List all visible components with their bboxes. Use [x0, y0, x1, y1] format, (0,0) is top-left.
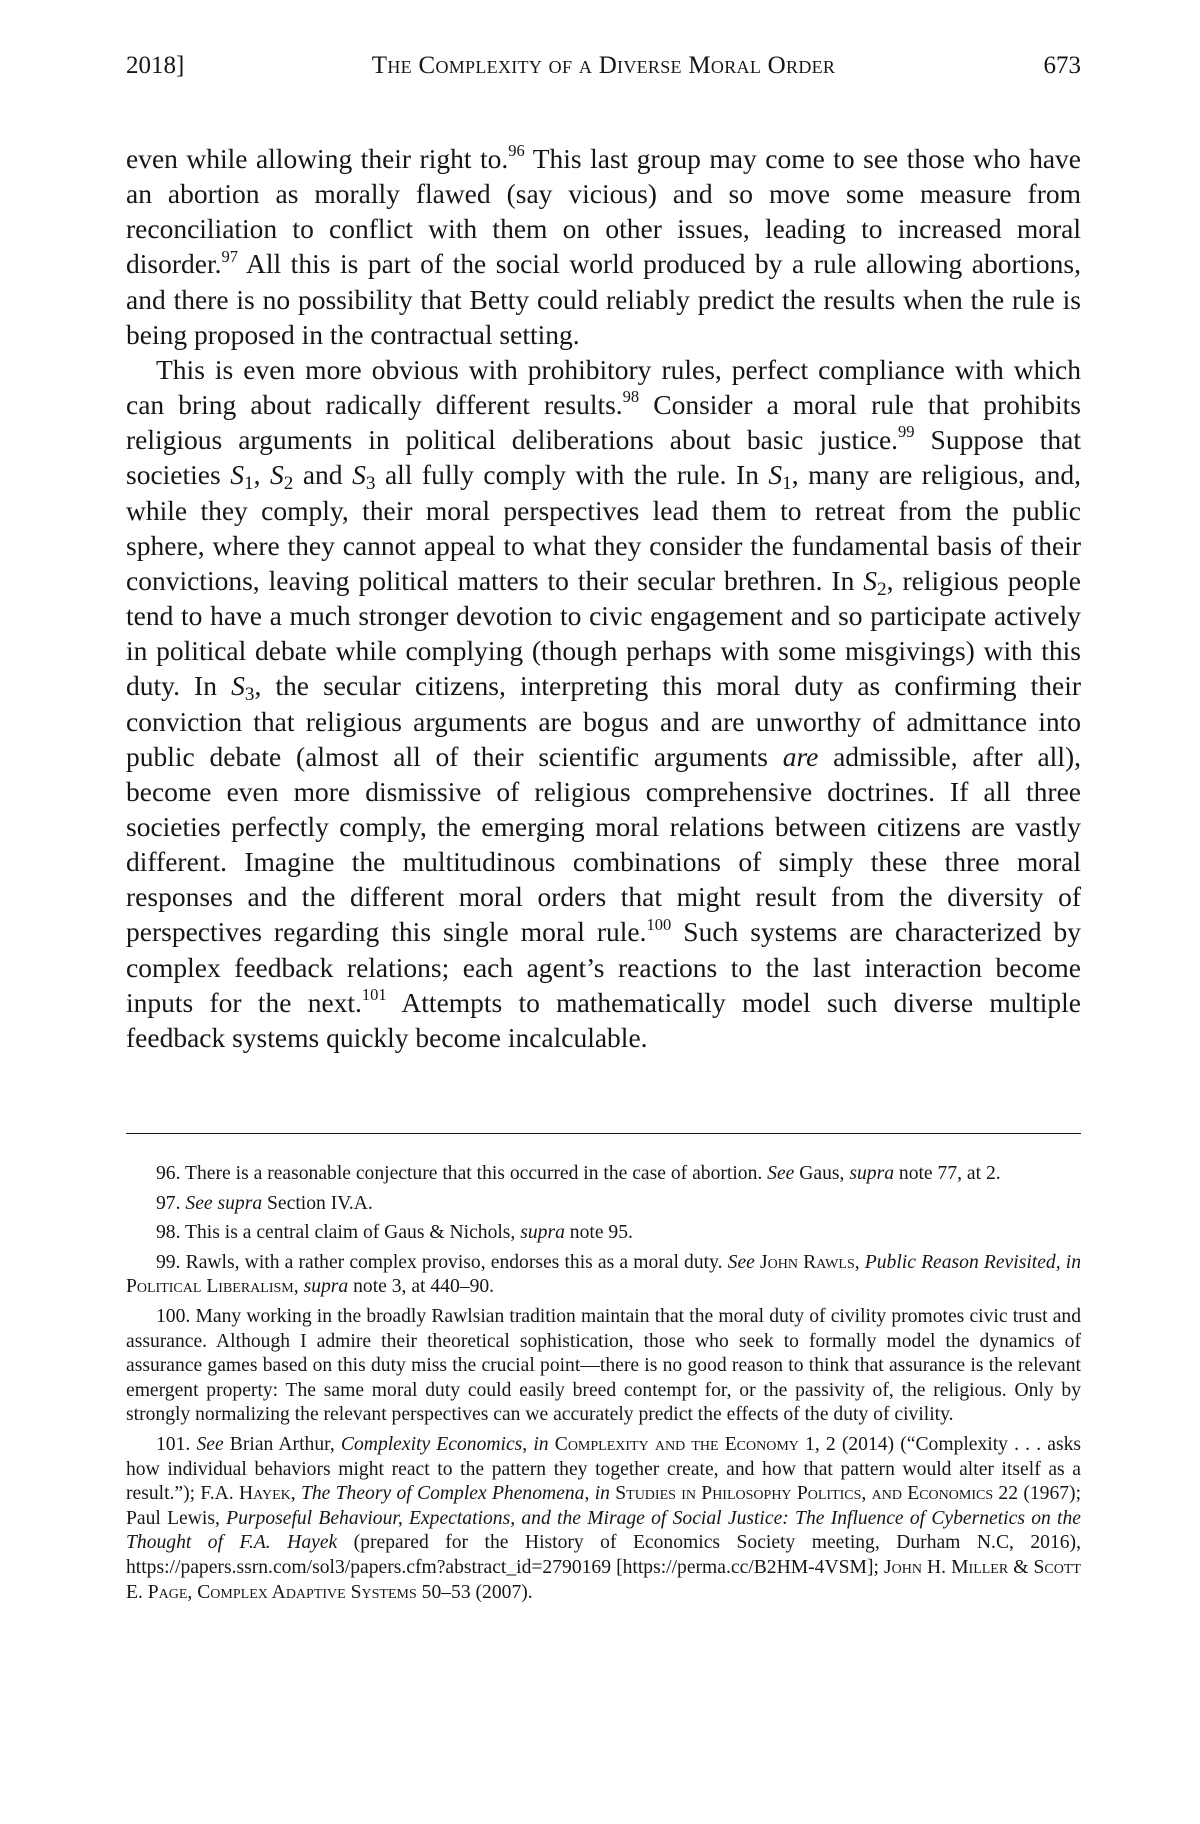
- book-title: John H. Miller & Scott E. Page, Complex Adaptive Systems: [126, 1556, 1081, 1603]
- footnote-number: 96.: [156, 1163, 181, 1184]
- text-run: Consider a moral rule that prohibits religious arguments in political deliberations about basic justice.: [126, 389, 1081, 456]
- footnote-ref-99[interactable]: 99: [898, 422, 915, 442]
- subscript: 2: [283, 473, 294, 495]
- text-run: Section IV.A.: [262, 1192, 373, 1214]
- subscript: 3: [244, 684, 255, 706]
- text-run: all fully comply with the rule. In: [375, 459, 769, 491]
- society-symbol: S: [231, 670, 245, 702]
- text-run: , many are religious, and, while they comply, their moral perspectives lead them to retreat from the public sphere, where they cannot appeal to what they consider the fundamental basis of their convictions, leaving political matters to their secular brethren. In: [126, 459, 1082, 596]
- footnote-99: [126, 1251, 1081, 1300]
- society-symbol: S: [352, 459, 366, 491]
- work-title: The Theory of Complex Phenomena: [300, 1483, 585, 1505]
- footnote-number: 101.: [156, 1433, 191, 1455]
- text-run: , religious people tend to have a much stronger devotion to civic engagement and so participate actively in political debate while complying (though perhaps with some misgivings) with this duty. In: [126, 564, 1081, 702]
- text-run: Many working in the broadly Rawlsian tradition maintain that the moral duty of civility promotes civic trust and assurance. Although I admire their theoretical sophistication, those who seek to formally model the dynamics of assurance games based on this duty miss the crucial point—there is no good reason to think that assurance is the relevant emergent property: The same moral duty could easily breed contempt for, or the passivity of, the religious. Only by strongly normalizing the relevant perspectives can we accurately predict the effects of the duty of civility.: [126, 1305, 1081, 1426]
- text-run: Brian Arthur,: [223, 1433, 341, 1455]
- text-run: , the secular citizens, interpreting this moral duty as confirming their conviction that religious arguments are bogus and are unworthy of admittance into public debate (almost all of their scientific arguments: [126, 670, 1081, 772]
- footnote-ref-101[interactable]: 101: [361, 984, 387, 1004]
- society-symbol: S: [230, 459, 244, 491]
- footnote-divider: [126, 1133, 1081, 1134]
- main-text: [126, 141, 1081, 1055]
- text-run: even while allowing their right to.: [126, 143, 509, 174]
- signal-in: in: [594, 1483, 610, 1505]
- text-run: ,: [854, 1251, 865, 1273]
- footnote-98: [126, 1221, 1081, 1246]
- text-run: There is a reasonable conjecture that this occurred in the case of abortion.: [180, 1163, 768, 1184]
- work-title: Public Reason Revisited, in: [864, 1251, 1081, 1273]
- text-run: and: [293, 459, 353, 491]
- text-run: note 95.: [564, 1222, 633, 1244]
- text-run: admissible, after all), become even more dismissive of religious comprehensive doctrines. If all three societies perfectly comply, the emerging moral relations between citizens are vastly different. Imagine the multitudinous combinations of simply these three moral responses and the different moral orders that might result from the diversity of perspectives regarding this single moral rule.: [126, 740, 1081, 948]
- book-title: Studies in Philosophy Politics, and Economics: [615, 1483, 994, 1505]
- footnote-97: [126, 1192, 1081, 1217]
- text-run: Such systems are characterized by complex feedback relations; each agent’s reactions to the last interaction become inputs for the next.: [126, 916, 1081, 1018]
- paragraph-2: [126, 352, 1081, 1055]
- society-symbol: S: [863, 564, 878, 596]
- text-run: All this is part of the social world produced by a rule allowing abortions, and there is no possibility that Betty could reliably predict the results when the rule is being proposed in the contractual setting.: [126, 248, 1081, 350]
- footnotes: [126, 1162, 1081, 1610]
- author-name: John Rawls: [754, 1251, 855, 1273]
- footnote-ref-100[interactable]: 100: [646, 914, 672, 934]
- footnote-ref-97[interactable]: 97: [221, 246, 238, 266]
- footnote-number: 100.: [156, 1305, 191, 1327]
- work-title: Complexity Economics: [340, 1433, 523, 1455]
- text-run: Rawls, with a rather complex proviso, endorses this as a moral duty.: [180, 1251, 728, 1273]
- society-symbol: S: [269, 459, 284, 491]
- text-run: ,: [290, 1483, 301, 1505]
- text-run: 22 (1967); Paul Lewis,: [126, 1483, 1082, 1529]
- signal-see: See: [767, 1163, 795, 1184]
- author-name: F.A. Hayek: [200, 1483, 291, 1505]
- text-run: (prepared for the History of Economics Society meeting, Durham N.C, 2016), https://papers.ssrn.com/sol3/papers.cfm?abstract_id=2790169 [https://perma.cc/B2HM-4VSM];: [126, 1532, 1081, 1578]
- footnote-ref-98[interactable]: 98: [622, 387, 640, 407]
- text-run: ,: [293, 1276, 304, 1298]
- text-run: Attempts to mathematically model such diverse multiple feedback systems quickly become incalculable.: [126, 986, 1081, 1053]
- text-run: ,: [522, 1433, 534, 1455]
- text-run: note 3, at 440–90.: [348, 1276, 495, 1298]
- footnote-number: 98.: [156, 1222, 181, 1244]
- footnote-96: [126, 1162, 1081, 1187]
- society-symbol: S: [768, 459, 783, 491]
- text-run: Suppose that societies: [126, 424, 1081, 491]
- text-run: ,: [253, 459, 270, 491]
- text-run: ,: [584, 1483, 595, 1505]
- signal-supra: supra: [303, 1276, 349, 1298]
- subscript: 1: [243, 473, 254, 495]
- footnote-number: 97.: [156, 1192, 181, 1214]
- signal-see: See: [727, 1251, 755, 1273]
- page-number: 673: [1043, 52, 1081, 79]
- work-title: Purposeful Behaviour, Expectations, and the Mirage of Social Justice: The Influence of Cybernetics on the Thought of F.A. Hayek: [126, 1507, 1081, 1554]
- text-run: 50–53 (2007).: [416, 1581, 533, 1603]
- running-title: The Complexity of a Diverse Moral Order: [371, 52, 836, 79]
- volume-year: 2018]: [126, 52, 185, 79]
- paragraph-1: [126, 141, 1081, 352]
- signal-see: See: [196, 1433, 224, 1455]
- book-title: Complexity and the Economy: [554, 1433, 799, 1455]
- signal-see-supra: See supra: [185, 1192, 263, 1214]
- signal-supra: supra: [849, 1163, 894, 1184]
- subscript: 3: [365, 473, 376, 495]
- text-run: Gaus,: [794, 1163, 850, 1184]
- signal-supra: supra: [520, 1222, 565, 1244]
- footnote-number: 99.: [156, 1251, 181, 1273]
- book-title: Political Liberalism: [126, 1276, 294, 1298]
- text-run: note 77, at 2.: [894, 1163, 1001, 1184]
- subscript: 2: [877, 578, 887, 600]
- text-run: 1, 2 (2014) (“Complexity . . . asks how individual behaviors might react to the pattern they together create, and how that pattern would alter itself as a result.”);: [126, 1433, 1082, 1505]
- emphasis: are: [782, 740, 819, 772]
- text-run: This is a central claim of Gaus & Nichols,: [180, 1222, 521, 1244]
- signal-in: in: [533, 1433, 549, 1455]
- running-header: [126, 46, 1081, 86]
- footnote-101: [126, 1433, 1081, 1605]
- footnote-ref-96[interactable]: 96: [508, 141, 525, 161]
- text-run: This last group may come to see those who have an abortion as morally flawed (say vicious) and so move some measure from reconciliation to conflict with them on other issues, leading to increased moral disorder.: [126, 143, 1082, 280]
- text-run: This is even more obvious with prohibitory rules, perfect compliance with which can bring about radically different results.: [126, 353, 1081, 421]
- footnote-100: [126, 1305, 1081, 1428]
- subscript: 1: [782, 473, 792, 495]
